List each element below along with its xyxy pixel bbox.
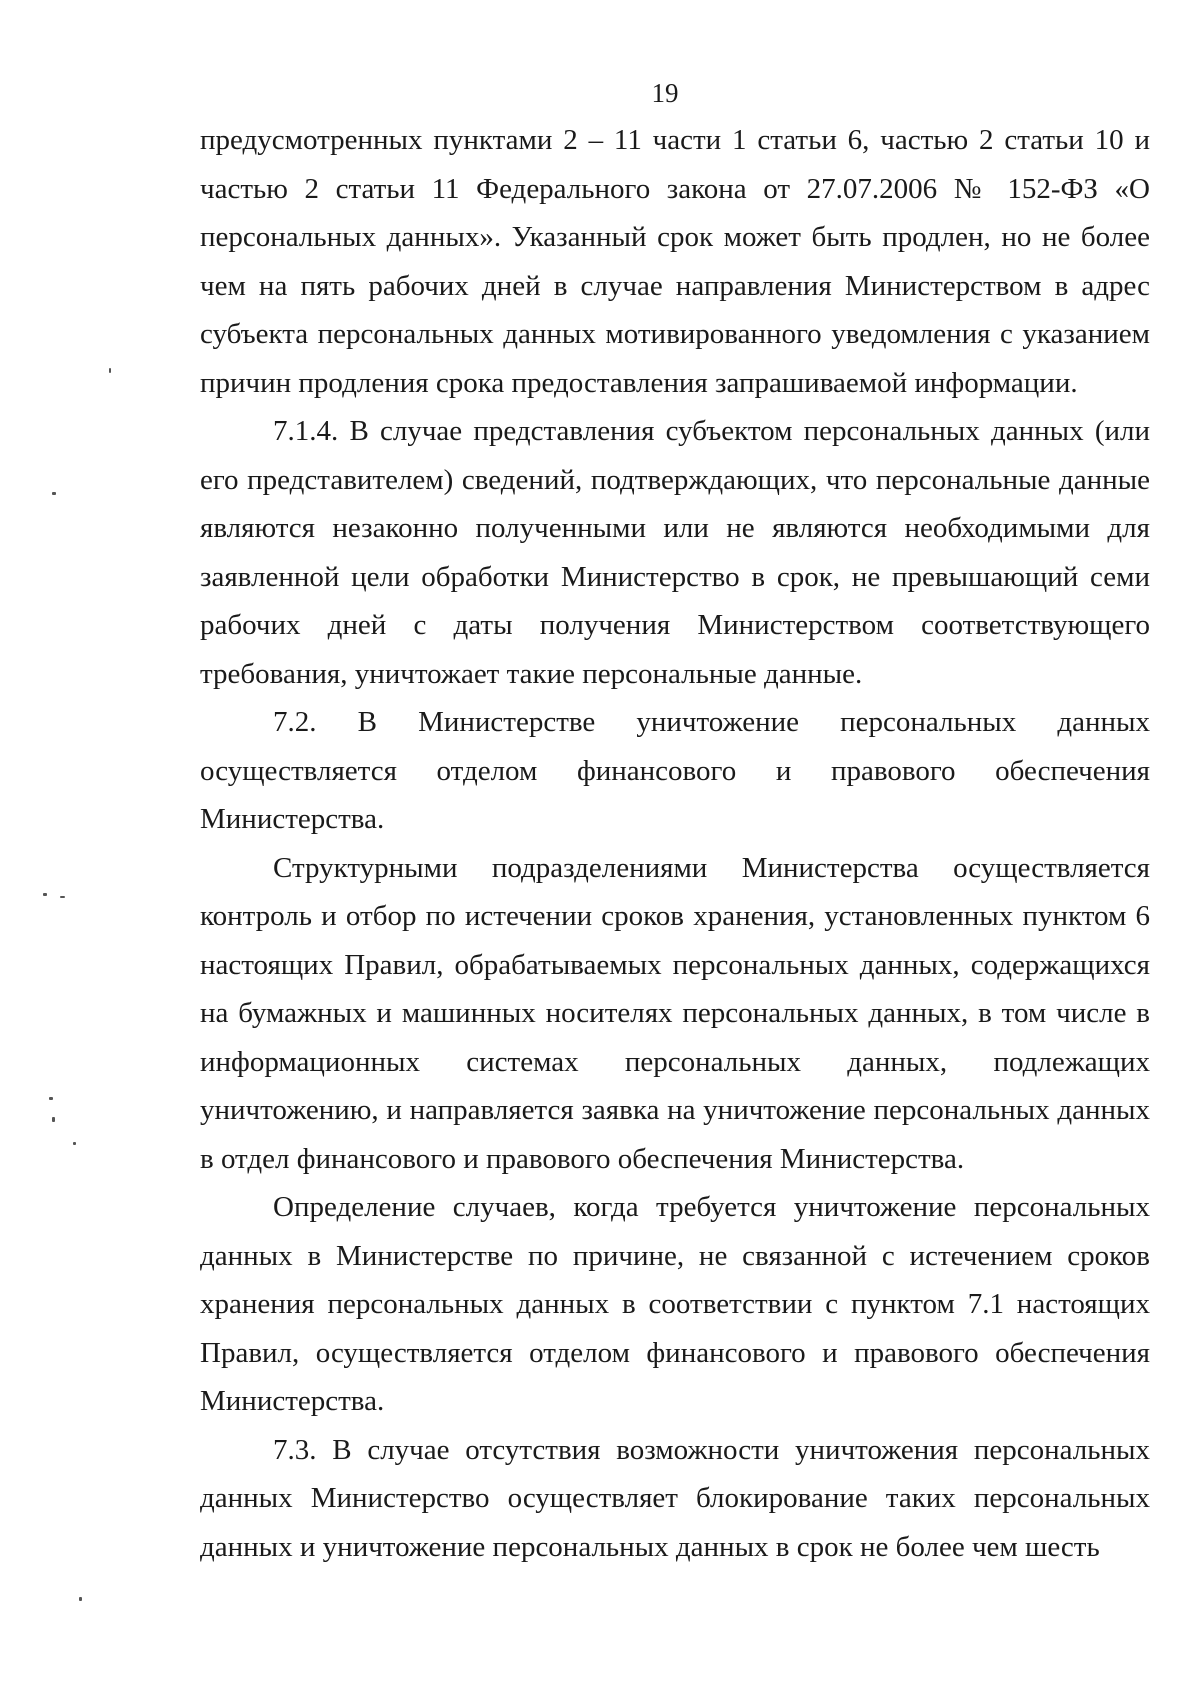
- page-number: 19: [651, 78, 679, 108]
- scan-speck: [52, 492, 56, 495]
- scan-speck: [60, 896, 65, 898]
- scan-speck: [73, 1142, 76, 1145]
- paragraph-7-1-4: 7.1.4. В случае представления субъектом персональных данных (или его представителем) сведений, подтверждающих, что персональные данные являются незаконно полученными или не являются необходимыми для заявленной цели обработки Министерство в срок, не превышающий семи рабочих дней с даты получения Министерством соответствующего требования, уничтожает такие персональные данные.: [200, 415, 1150, 690]
- scan-speck: [52, 1117, 55, 1122]
- paragraph-7-2: 7.2. В Министерстве уничтожение персональных данных осуществляется отделом финансового и правового обеспечения Министерства.: [200, 706, 1150, 835]
- scan-speck: [79, 1597, 82, 1601]
- paragraph-continuation: предусмотренных пунктами 2 – 11 части 1 статьи 6, частью 2 статьи 10 и частью 2 статьи 11 Федерального закона от 27.07.2006 № 152-ФЗ «О персональных данных». Указанный срок может быть продлен, но не более чем на пять рабочих дней в случае направления Министерством в адрес субъекта персональных данных мотивированного уведомления с указанием причин продления срока предоставления запрашиваемой информации.: [200, 124, 1150, 399]
- scan-speck: [49, 1097, 53, 1100]
- document-body: [200, 116, 1150, 1571]
- paragraph-7-3: 7.3. В случае отсутствия возможности уничтожения персональных данных Министерство осуществляет блокирование таких персональных данных и уничтожение персональных данных в срок не более чем шесть: [200, 1433, 1150, 1563]
- paragraph-determination: Определение случаев, когда требуется уничтожение персональных данных в Министерстве по причине, не связанной с истечением сроков хранения персональных данных в соответствии с пунктом 7.1 настоящих Правил, осуществляется отделом финансового и правового обеспечения Министерства.: [200, 1191, 1150, 1417]
- scan-speck: [43, 893, 47, 896]
- scan-speck: [109, 368, 111, 373]
- paragraph-structural-units: Структурными подразделениями Министерства осуществляется контроль и отбор по истечении сроков хранения, установленных пунктом 6 настоящих Правил, обрабатываемых персональных данных, содержащихся на бумажных и машинных носителях персональных данных, в том числе в информационных системах персональных данных, подлежащих уничтожению, и направляется заявка на уничтожение персональных данных в отдел финансового и правового обеспечения Министерства.: [200, 851, 1150, 1175]
